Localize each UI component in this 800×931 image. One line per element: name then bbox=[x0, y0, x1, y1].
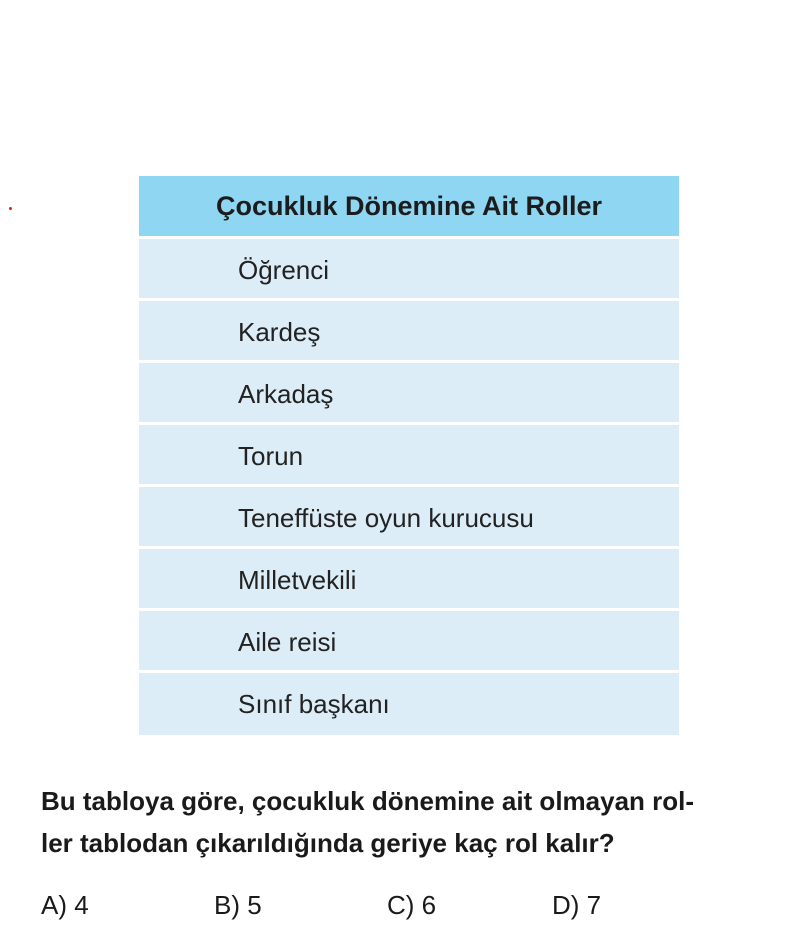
table-header: Çocukluk Dönemine Ait Roller bbox=[139, 176, 679, 239]
table-row: Öğrenci bbox=[139, 239, 679, 301]
option-d[interactable]: D) 7 bbox=[552, 890, 602, 920]
option-c[interactable]: C) 6 bbox=[387, 890, 437, 920]
question-text bbox=[41, 780, 781, 864]
table-row: Arkadaş bbox=[139, 363, 679, 425]
table-row: Aile reisi bbox=[139, 611, 679, 673]
question-line-1: Bu tabloya göre, çocukluk dönemine ait olmayan rol- bbox=[41, 786, 695, 816]
table-row: Milletvekili bbox=[139, 549, 679, 611]
table-row: Teneffüste oyun kurucusu bbox=[139, 487, 679, 549]
option-a[interactable]: A) 4 bbox=[41, 890, 89, 920]
table-row: Kardeş bbox=[139, 301, 679, 363]
table-row: Sınıf başkanı bbox=[139, 673, 679, 735]
answer-options bbox=[0, 885, 800, 925]
question-line-2: ler tablodan çıkarıldığında geriye kaç rol kalır? bbox=[41, 828, 615, 858]
option-b[interactable]: B) 5 bbox=[214, 890, 262, 920]
red-marker-dot bbox=[9, 207, 12, 210]
table-row: Torun bbox=[139, 425, 679, 487]
roles-table bbox=[139, 176, 679, 735]
